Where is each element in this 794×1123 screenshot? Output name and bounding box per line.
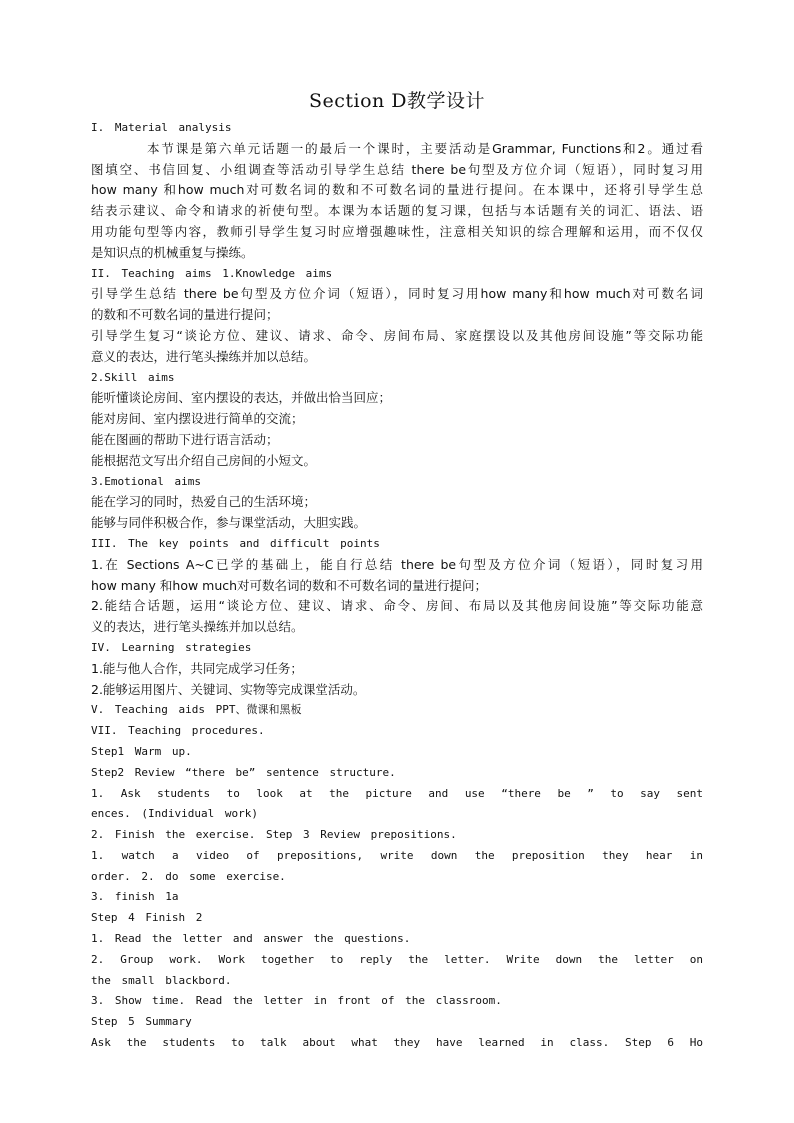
text-line: IV. Learning strategies [91,640,252,654]
text-line: 义的表达，进行笔头操练并加以总结。 [91,619,304,635]
text-line: Ask the students to talk about what they have learned in class. Step 6 Ho [91,1036,703,1050]
text-line: how many 和how much对可数名词的数和不可数名词的量进行提问； [91,577,488,593]
text-line: 1. watch a video of prepositions, write down the preposition they hear in [91,848,703,862]
text-line: 引导学生总结 there be句型及方位介词（短语），同时复习用how many和how much对可数名词 [91,286,703,302]
text-line: 本节课是第六单元话题一的最后一个课时，主要活动是Grammar, Functions和2。通过看 [147,140,703,156]
text-line: II. Teaching aims 1.Knowledge aims [91,266,333,280]
text-line: Step 4 Finish 2 [91,911,203,925]
text-line: 能够与同伴积极合作，参与课堂活动，大胆实践。 [91,515,367,531]
text-line: 意义的表达，进行笔头操练并加以总结。 [91,348,317,364]
text-line: 图填空、书信回复、小组调查等活动引导学生总结 there be句型及方位介词（短语），同时复习用 [91,161,703,177]
text-line: VII. Teaching procedures. [91,724,265,738]
text-line: Step 5 Summary [91,1015,192,1029]
text-line: ences. (Individual work) [91,807,258,821]
text-line: 2.能结合话题，运用“谈论方位、建议、请求、命令、房间、布局以及其他房间设施”等交际功能意 [91,598,703,614]
text-line: 能对房间、室内摆设进行简单的交流； [91,411,304,427]
text-line: the small blackbord. [91,973,232,987]
text-line: 2. Finish the exercise. Step 3 Review prepositions. [91,828,457,842]
text-line: how many 和how much对可数名词的数和不可数名词的量进行提问。在本课中，还将引导学生总 [91,182,703,198]
text-line: 1. Read the letter and answer the questions. [91,932,411,946]
text-line: 2.能够运用图片、关键词、实物等完成课堂活动。 [91,681,366,697]
text-line: III. The key points and difficult points [91,536,380,550]
text-line: 是知识点的机械重复与操练。 [91,244,254,260]
text-line: 能在学习的同时，热爱自己的生活环境； [91,494,317,510]
page-title: Section D教学设计 [308,90,486,112]
text-line: 引导学生复习“谈论方位、建议、请求、命令、房间布局、家庭摆设以及其他房间设施”等交际功能 [91,327,703,343]
document-body [91,118,703,1054]
text-line: 能在图画的帮助下进行语言活动； [91,431,279,447]
text-line: 3. Show time. Read the letter in front of the classroom. [91,994,502,1008]
text-line: 2. Group work. Work together to reply the letter. Write down the letter on [91,952,703,966]
text-line: 3. finish 1a [91,890,179,904]
text-line: Step1 Warm up. [91,744,192,758]
text-line: 能听懂谈论房间、室内摆设的表达，并做出恰当回应； [91,390,392,406]
text-line: 能根据范文写出介绍自己房间的小短文。 [91,452,317,468]
text-line: 的数和不可数名词的量进行提问； [91,307,279,323]
text-line: 用功能句型等内容，教师引导学生复习时应增强趣味性，注意相关知识的综合理解和运用，而不仅仅 [91,223,703,239]
text-line: I. Material analysis [91,121,232,134]
text-line: 1.能与他人合作，共同完成学习任务； [91,660,303,676]
text-line: 1. Ask students to look at the picture and use “there be ” to say sent [91,786,703,800]
text-line: 3.Emotional aims [91,474,201,488]
text-line: 2.Skill aims [91,370,175,384]
text-line: order. 2. do some exercise. [91,869,286,883]
text-line: 结表示建议、命令和请求的祈使句型。本课为本话题的复习课，包括与本话题有关的词汇、语法、语 [91,203,703,219]
text-line: 1.在 Sections A~C已学的基础上，能自行总结 there be句型及方位介词（短语），同时复习用 [91,556,703,572]
text-line: V. Teaching aids PPT、微课和黑板 [91,703,302,717]
text-line: Step2 Review “there be” sentence structure. [91,765,396,779]
